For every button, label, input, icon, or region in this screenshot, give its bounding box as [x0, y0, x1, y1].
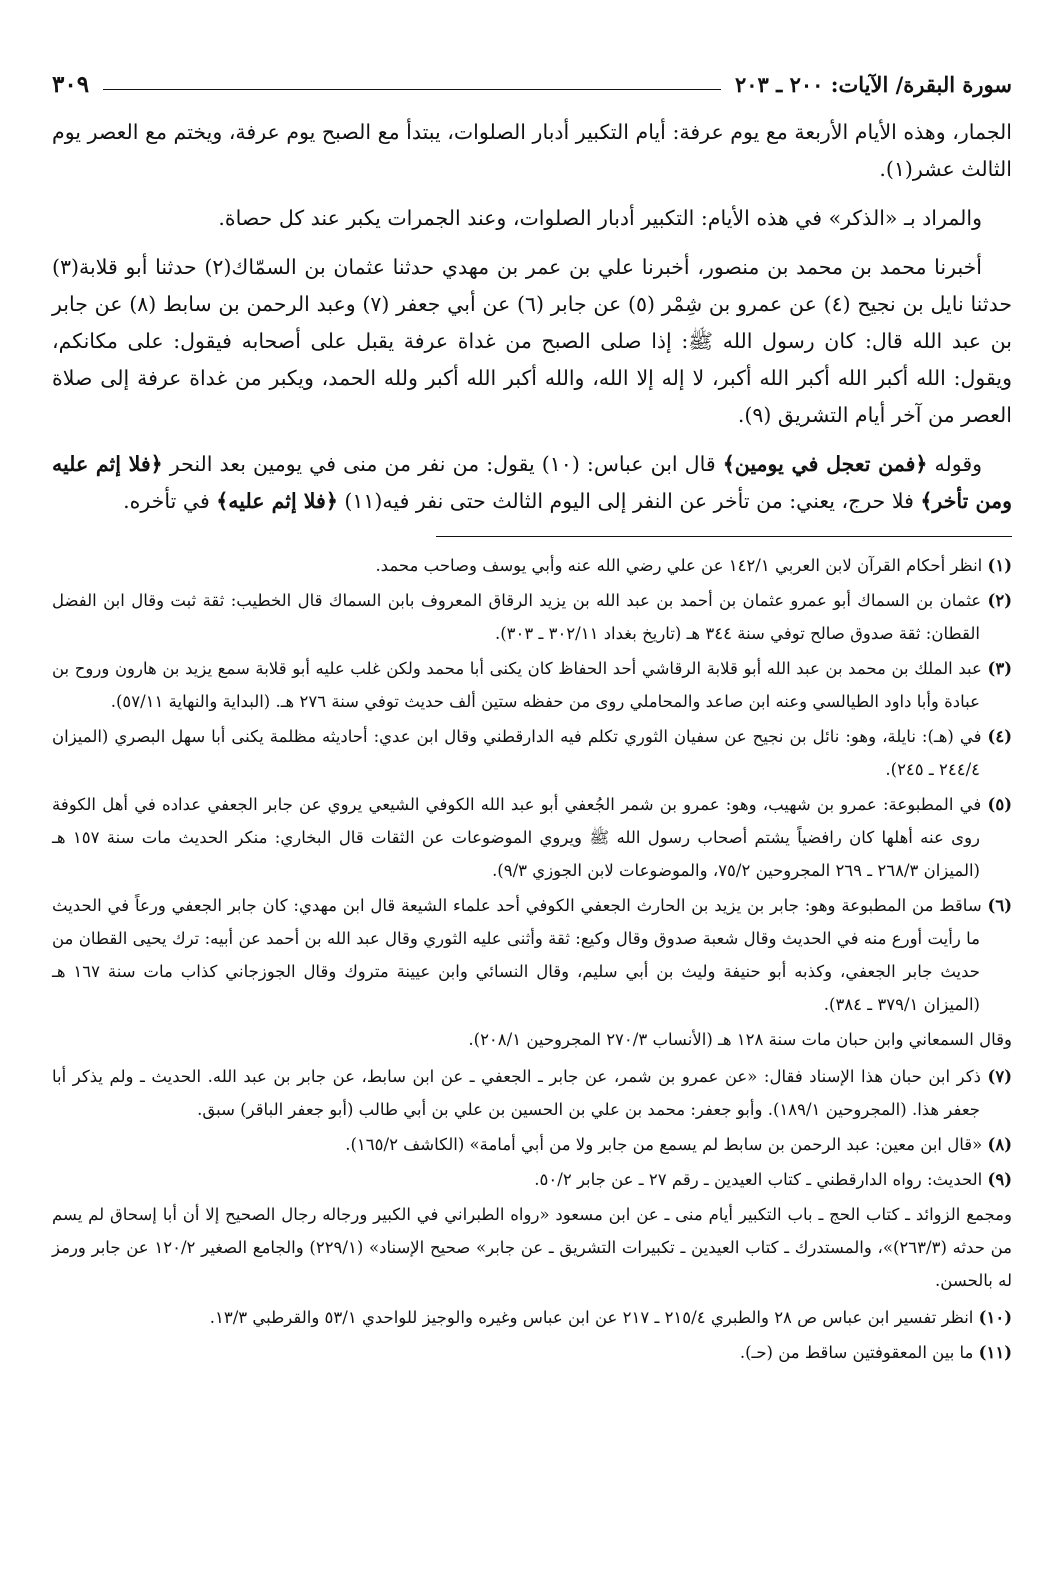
footnote-text: ذكر ابن حبان هذا الإسناد فقال: «عن عمرو بن شمر، عن جابر ـ الجعفي ـ عن ابن سابط، عن جابر بن عبد الله. الحديث ـ ولم يذكر أبا جعفر هذا. (المجروحين ١٨٩/١). وأبو جعفر: محمد بن علي بن الحسين بن علي بن أبي طالب (أبو جعفر الباقر) سبق.	[52, 1067, 981, 1119]
footnote-text: في (هـ): نايلة، وهو: نائل بن نجيح عن سفيان الثوري تكلم فيه الدارقطني وقال ابن عدي: أحاديثه مظلمة يكنى أبا سهل البصري (الميزان ٢٤٤/٤ ـ ٢٤٥).	[52, 727, 982, 779]
footnote	[52, 1060, 1012, 1126]
paragraph-text: وقوله	[927, 452, 983, 476]
footnote-number: (١٠)	[978, 1308, 1012, 1327]
footnotes	[52, 549, 1012, 1369]
footnote-number: (١)	[987, 556, 1012, 575]
footnote	[52, 1128, 1012, 1161]
paragraph: أخبرنا محمد بن محمد بن منصور، أخبرنا علي بن عمر بن مهدي حدثنا عثمان بن السمّاك(٢) حدثنا أبو قلابة(٣) حدثنا نايل بن نجيح (٤) عن عمرو بن شِمْر (٥) عن جابر (٦) عن أبي جعفر (٧) وعبد الرحمن بن سابط (٨) عن جابر بن عبد الله قال: كان رسول الله ﷺ: إذا صلى الصبح من غداة عرفة يقبل على أصحابه فيقول: على مكانكم، ويقول: الله أكبر الله أكبر الله أكبر، لا إله إلا الله، والله أكبر الله أكبر ولله الحمد، ويكبر من غداة عرفة إلى صلاة العصر من آخر أيام التشريق (٩).	[52, 255, 1013, 427]
footnote	[52, 788, 1012, 887]
paragraph: والمراد بـ «الذكر» في هذه الأيام: التكبير أدبار الصلوات، وعند الجمرات يكبر عند كل حصاة.	[218, 206, 982, 230]
footnote-number: (٩)	[987, 1170, 1012, 1189]
quran-verse: ﴿فمن تعجل في يومين﴾	[722, 452, 928, 476]
quran-verse: ﴿فلا إثم عليه﴾	[216, 489, 338, 513]
footnote	[52, 584, 1012, 650]
paragraph-text: فلا حرج، يعني: من تأخر عن النفر إلى اليوم الثالث حتى نفر فيه(١١)	[337, 489, 921, 513]
footnote	[52, 1336, 1012, 1369]
page-number: ٣٠٩	[52, 70, 90, 98]
footnote-number: (٢)	[987, 591, 1012, 610]
footnote-number: (٦)	[987, 896, 1013, 915]
footnote-text: انظر أحكام القرآن لابن العربي ١٤٢/١ عن علي رضي الله عنه وأبي يوسف وصاحب محمد.	[375, 556, 983, 575]
footnote	[52, 889, 1012, 1021]
quran-verse: ﴿فلا إثم عليه ومن تأخر﴾	[52, 452, 1012, 513]
header-rule	[103, 89, 721, 90]
footnote	[52, 1163, 1012, 1196]
footnote-number: (٣)	[987, 659, 1012, 678]
footnote-number: (٤)	[987, 727, 1013, 746]
footnote-text: انظر تفسير ابن عباس ص ٢٨ والطبري ٢١٥/٤ ـ ٢١٧ عن ابن عباس وغيره والوجيز للواحدي ٥٣/١ والقرطبي ١٣/٣.	[209, 1308, 974, 1327]
footnote-text: ومجمع الزوائد ـ كتاب الحج ـ باب التكبير أيام منى ـ عن ابن مسعود «رواه الطبراني في الكبير ورجاله رجال الصحيح إلا أن أبا إسحاق لم يسم من حدثه (٢٦٣/٣)»، والمستدرك ـ كتاب العيدين ـ تكبيرات التشريق ـ عن جابر» صحيح الإسناد» (٢٢٩/١) والجامع الصغير ١٢٠/٢ عن جابر ورمز له بالحسن.	[52, 1205, 1013, 1290]
footnote-continuation	[52, 1023, 1012, 1056]
footnote-text: عثمان بن السماك أبو عمرو عثمان بن أحمد بن عبد الله بن يزيد الرقاق المعروف بابن السماك قال الخطيب: ثقة ثبت وقال ابن الفضل القطان: ثقة صدوق صالح توفي سنة ٣٤٤ هـ (تاريخ بغداد ٣٠٢/١١ ـ ٣٠٣).	[52, 591, 982, 643]
footnote	[52, 720, 1012, 786]
footnote-divider	[436, 536, 1012, 537]
footnote-continuation	[52, 1198, 1012, 1297]
footnote-text: ساقط من المطبوعة وهو: جابر بن يزيد بن الحارث الجعفي الكوفي أحد علماء الشيعة قال ابن مهدي: كان جابر الجعفي ورعاً في الحديث ما رأيت أورع منه في الحديث وقال شعبة صدوق وقال وكيع: ثقة وأثنى عليه الثوري وقال عبد الله بن أحمد عن أبيه: ترك يحيى القطان من حديث جابر الجعفي، وكذبه أبو حنيفة وليث بن أبي سليم، وقال النسائي وابن عيينة متروك وقال الجوزجاني كذاب مات سنة ١٦٧ هـ (الميزان ٣٧٩/١ ـ ٣٨٤).	[52, 896, 982, 1014]
footnote-text: وقال السمعاني وابن حبان مات سنة ١٢٨ هـ (الأنساب ٢٧٠/٣ المجروحين ٢٠٨/١).	[468, 1030, 1012, 1049]
footnote-number: (٥)	[987, 795, 1012, 814]
paragraph-text: قال ابن عباس: (١٠) يقول: من نفر من منى في يومين بعد النحر	[162, 452, 723, 476]
running-header	[52, 62, 1012, 106]
footnote-text: ما بين المعقوفتين ساقط من (حـ).	[739, 1343, 974, 1362]
paragraph	[52, 446, 1012, 520]
footnote-text: في المطبوعة: عمرو بن شهيب، وهو: عمرو بن شمر الجُعفي أبو عبد الله الكوفي الشيعي يروي عن جابر الجعفي عداده في أهل الكوفة روى عنه أهلها كان رافضياً يشتم أصحاب رسول الله ﷺ ويروي الموضوعات عن الثقات قال البخاري: منكر الحديث مات سنة ١٥٧ هـ (الميزان ٢٦٨/٣ ـ ٢٦٩ المجروحين ٧٥/٢، والموضوعات لابن الجوزي ٩/٣).	[52, 795, 982, 880]
paragraph-text: في تأخره.	[123, 489, 217, 513]
footnote-text: «قال ابن معين: عبد الرحمن بن سابط لم يسمع من جابر ولا من أبي أمامة» (الكاشف ١٦٥/٢).	[345, 1135, 983, 1154]
footnote-number: (٨)	[987, 1135, 1012, 1154]
running-title: سورة البقرة/ الآيات: ٢٠٠ ـ ٢٠٣	[734, 71, 1012, 97]
footnote	[52, 652, 1012, 718]
footnote-number: (٧)	[987, 1067, 1013, 1086]
main-text	[52, 114, 1012, 520]
footnote-text: الحديث: رواه الدارقطني ـ كتاب العيدين ـ رقم ٢٧ ـ عن جابر ٥٠/٢.	[534, 1170, 983, 1189]
footnote	[52, 549, 1012, 582]
footnote-number: (١١)	[978, 1343, 1012, 1362]
footnote-text: عبد الملك بن محمد بن عبد الله أبو قلابة الرقاشي أحد الحفاظ كان يكنى أبا محمد ولكن غلب عليه أبو قلابة سمع يزيد بن هارون وروح بن عبادة وأبا داود الطيالسي وعنه ابن صاعد والمحاملي روى من حفظه ستين ألف حديث توفي سنة ٢٧٦ هـ. (البداية والنهاية ٥٧/١١).	[52, 659, 982, 711]
paragraph: الجمار، وهذه الأيام الأربعة مع يوم عرفة: أيام التكبير أدبار الصلوات، يبتدأ مع الصبح يوم عرفة، ويختم مع العصر يوم الثالث عشر(١).	[52, 120, 1012, 181]
footnote	[52, 1301, 1012, 1334]
